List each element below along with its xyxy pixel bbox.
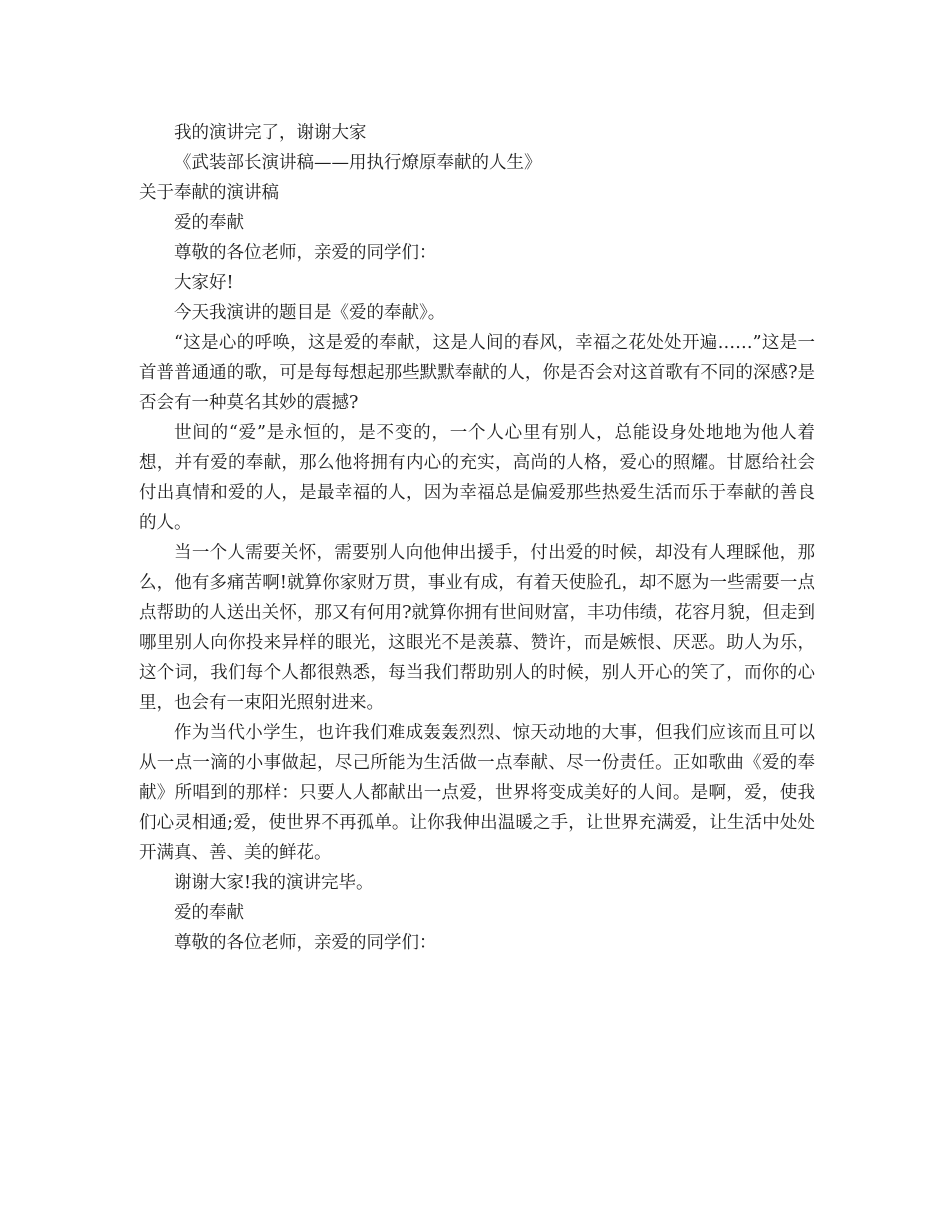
greeting: 大家好! — [174, 273, 234, 293]
source-title: 《武装部长演讲稿——用执行燎原奉献的人生》 — [174, 153, 542, 173]
closing-thanks: 谢谢大家!我的演讲完毕。 — [174, 873, 374, 893]
paragraph-1: “这是心的呼唤，这是爱的奉献，这是人间的春风，幸福之花处处开遍……”这是一首普普通通的歌，可是每每想起那些默默奉献的人，你是否会对这首歌有不同的深感?是否会有一种莫名其妙的震撼? — [139, 333, 815, 413]
document-page — [139, 118, 815, 958]
paragraph-3: 当一个人需要关怀，需要别人向他伸出援手，付出爱的时候，却没有人理睬他，那么，他有多痛苦啊!就算你家财万贯，事业有成，有着天使脸孔，却不愿为一些需要一点点帮助的人送出关怀，那又有何用?就算你拥有世间财富，丰功伟绩，花容月貌，但走到哪里别人向你投来异样的眼光，这眼光不是羡慕、赞许，而是嫉恨、厌恶。助人为乐，这个词，我们每个人都很熟悉，每当我们帮助别人的时候，别人开心的笑了，而你的心里，也会有一束阳光照射进来。 — [139, 543, 815, 713]
paragraph-4: 作为当代小学生，也许我们难成轰轰烈烈、惊天动地的大事，但我们应该而且可以从一点一滴的小事做起，尽己所能为生活做一点奉献、尽一份责任。正如歌曲《爱的奉献》所唱到的那样：只要人人都献出一点爱，世界将变成美好的人间。是啊，爱，使我们心灵相通;爱，使世界不再孤单。让你我伸出温暖之手，让世界充满爱，让生活中处处开满真、善、美的鲜花。 — [139, 723, 815, 863]
paragraph-2: 世间的“爱”是永恒的，是不变的，一个人心里有别人，总能设身处地地为他人着想，并有爱的奉献，那么他将拥有内心的充实，高尚的人格，爱心的照耀。甘愿给社会付出真情和爱的人，是最幸福的人，因为幸福总是偏爱那些热爱生活而乐于奉献的善良的人。 — [139, 423, 815, 533]
section-heading: 关于奉献的演讲稿 — [139, 183, 279, 203]
speech-title-2: 爱的奉献 — [174, 903, 244, 923]
salutation: 尊敬的各位老师，亲爱的同学们： — [174, 243, 437, 263]
closing-line: 我的演讲完了，谢谢大家 — [174, 123, 367, 143]
salutation-2: 尊敬的各位老师，亲爱的同学们： — [174, 933, 437, 953]
speech-title: 爱的奉献 — [174, 213, 244, 233]
topic-line: 今天我演讲的题目是《爱的奉献》。 — [174, 303, 446, 323]
